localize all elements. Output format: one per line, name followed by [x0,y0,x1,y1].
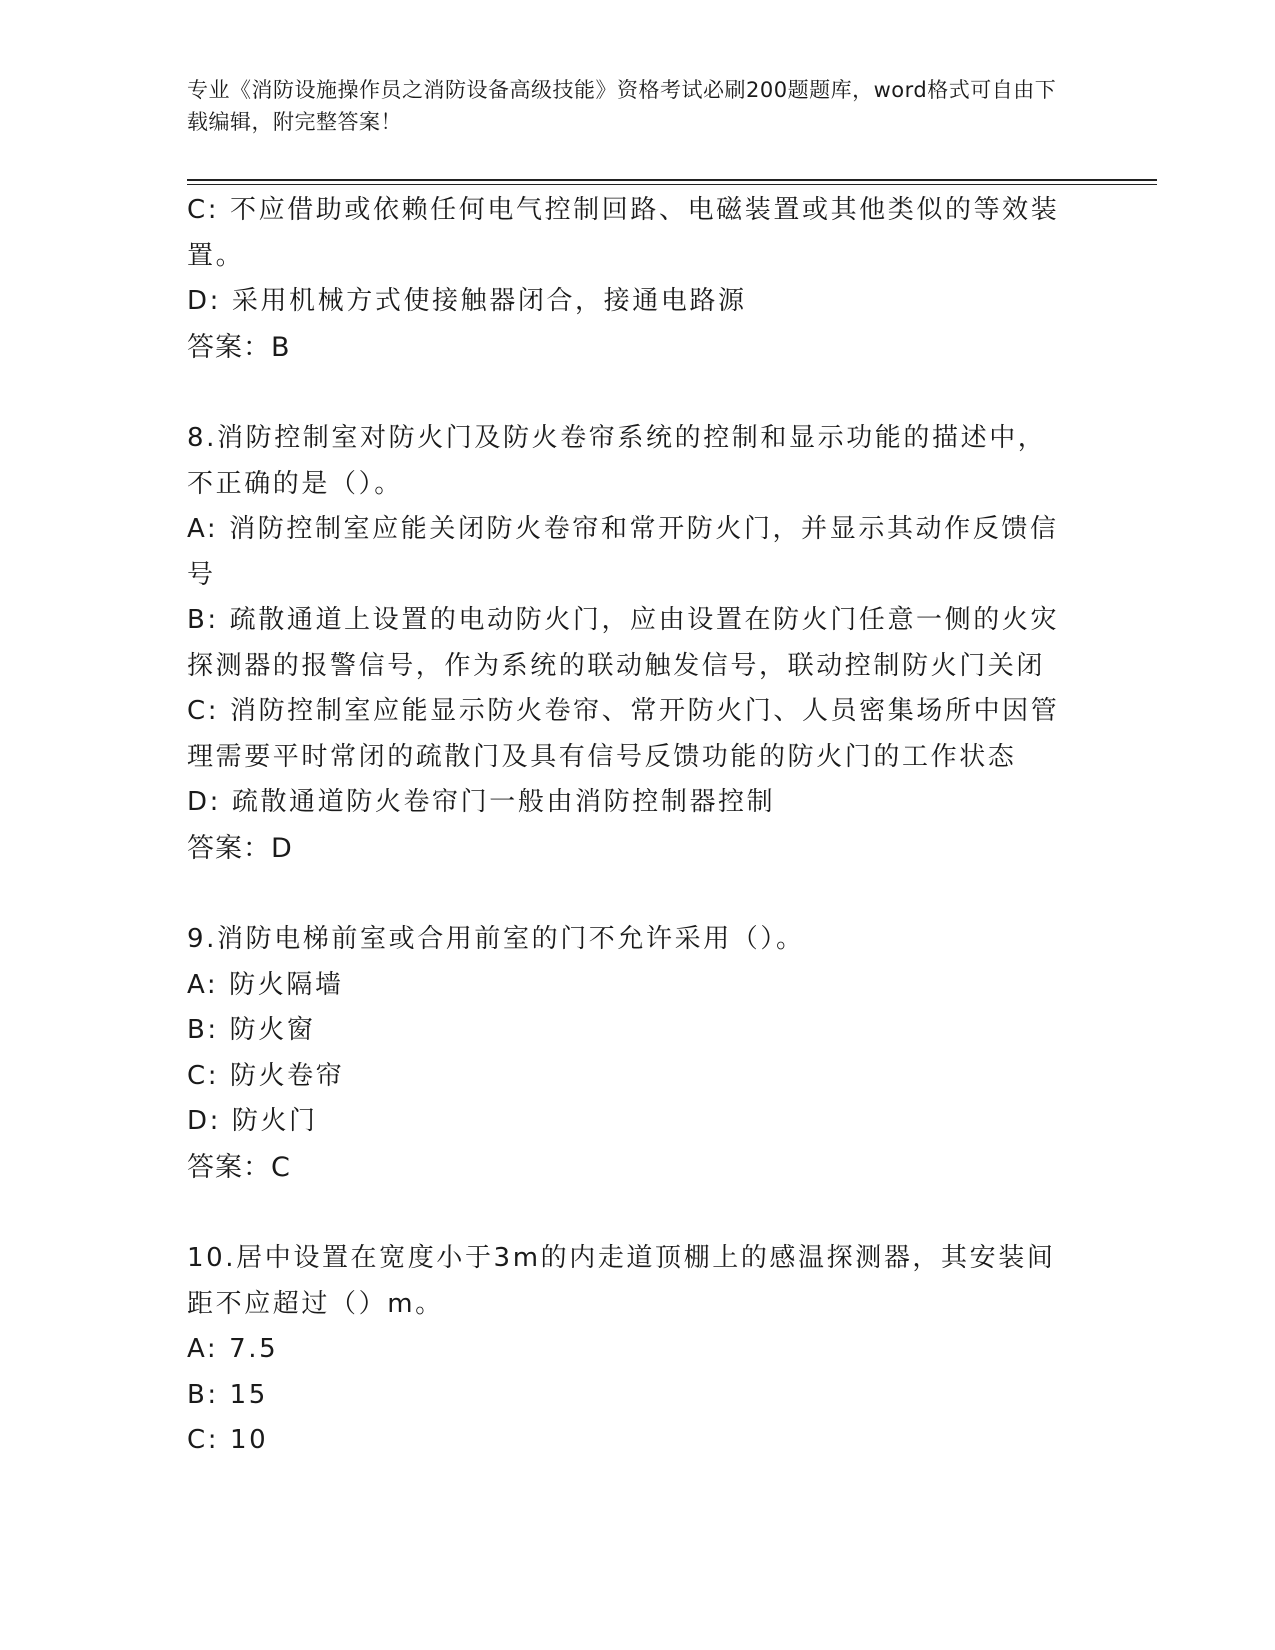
page-header: 专业《消防设施操作员之消防设备高级技能》资格考试必刷200题题库，word格式可自由下载编辑，附完整答案！ [187,78,1057,134]
question-stem: 8.消防控制室对防火门及防火卷帘系统的控制和显示功能的描述中， [187,423,1047,453]
option-a-line: 号 [187,559,216,590]
question-stem: 10.居中设置在宽度小于3m的内走道顶棚上的感温探测器，其安装间 [187,1243,1056,1273]
option-b: B: 防火窗 [187,1015,316,1045]
option-b-line: 探测器的报警信号，作为系统的联动触发信号，联动控制防火门关闭 [187,650,1046,681]
option-c-line: C: 消防控制室应能显示防火卷帘、常开防火门、人员密集场所中因管 [187,696,1060,726]
option-a-line: A: 消防控制室应能关闭防火卷帘和常开防火门，并显示其动作反馈信 [187,514,1059,544]
option-d: D: 防火门 [187,1106,318,1136]
answer-line: 答案：D [187,832,293,864]
spacer [187,1190,1077,1236]
header-divider-thick [187,179,1157,181]
option-d: D: 疏散通道防火卷帘门一般由消防控制器控制 [187,787,776,817]
option-c-line: C: 不应借助或依赖任何电气控制回路、电磁装置或其他类似的等效装 [187,195,1060,225]
spacer [187,370,1077,416]
question-stem: 9.消防电梯前室或合用前室的门不允许采用（）。 [187,924,805,954]
question-list [187,188,1077,1464]
option-d: D: 采用机械方式使接触器闭合，接通电路源 [187,286,747,316]
question-9 [187,917,1077,1190]
spacer [187,871,1077,917]
header-divider-thin [187,184,1157,185]
option-a: A: 防火隔墙 [187,969,344,1000]
option-c-line: 置。 [187,240,245,271]
answer-line: 答案：B [187,331,291,363]
option-b: B: 15 [187,1379,268,1410]
question-7-tail [187,188,1077,370]
option-b-line: B: 疏散通道上设置的电动防火门，应由设置在防火门任意一侧的火灾 [187,605,1060,635]
option-c: C: 10 [187,1425,269,1455]
answer-line: 答案：C [187,1151,291,1183]
option-a: A: 7.5 [187,1334,279,1364]
option-c-line: 理需要平时常闭的疏散门及具有信号反馈功能的防火门的工作状态 [187,741,1017,772]
question-stem: 不正确的是（）。 [187,468,403,499]
question-8 [187,416,1077,871]
option-c: C: 防火卷帘 [187,1060,345,1091]
question-10 [187,1236,1077,1464]
question-stem: 距不应超过（）m。 [187,1288,444,1319]
